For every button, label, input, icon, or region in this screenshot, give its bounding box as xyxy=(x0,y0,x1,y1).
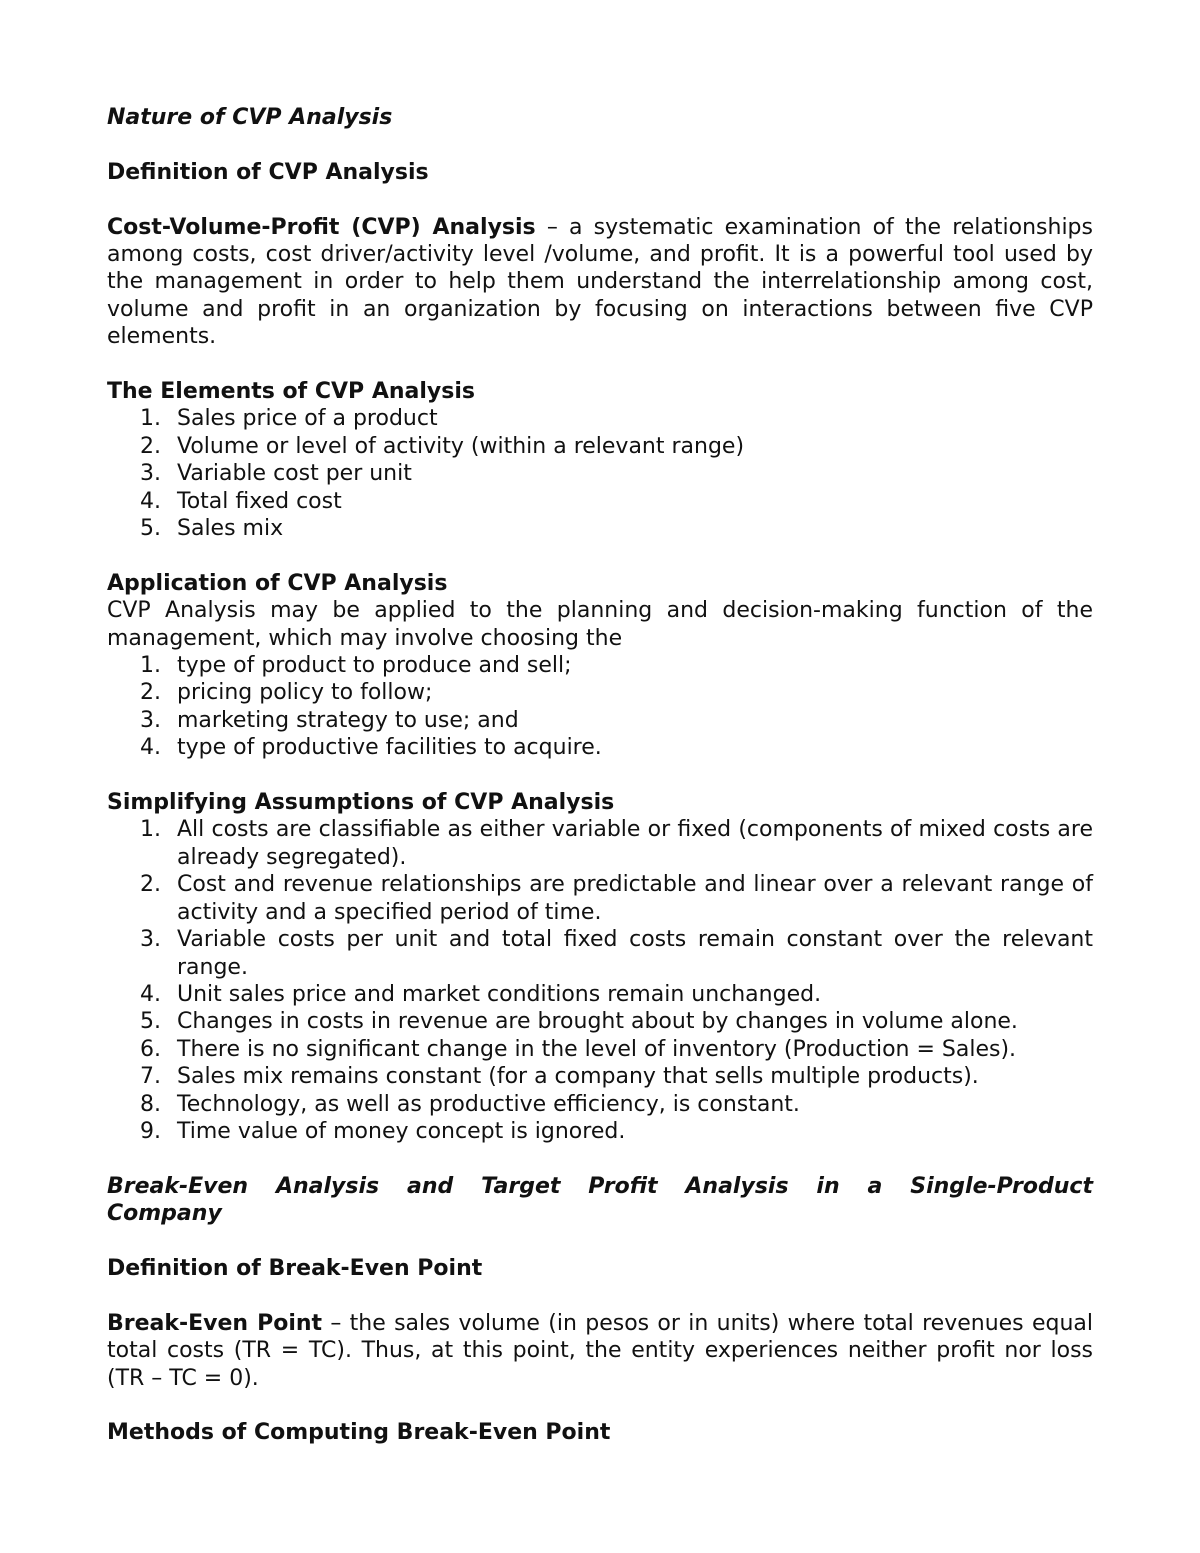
assumptions-list xyxy=(107,816,1093,1145)
term-cvp-analysis: Cost-Volume-Profit (CVP) Analysis xyxy=(107,214,536,240)
list-item xyxy=(107,926,1093,981)
list-number: 4. xyxy=(140,488,161,514)
list-item xyxy=(107,679,1093,706)
definition-text-cvp: – a systematic examination of the relationships among costs, cost driver/activity level /volume, and profit. It is a powerful tool used by the management in order to help them understand the interrelationship among cost, volume and profit in an organization by focusing on interactions between five CVP elements. xyxy=(107,214,1093,350)
document-page xyxy=(107,104,1093,1447)
list-item-text: Total fixed cost xyxy=(177,488,342,514)
list-item xyxy=(107,816,1093,871)
list-item-text: Variable cost per unit xyxy=(177,461,412,487)
spacer xyxy=(107,1228,1093,1255)
spacer xyxy=(107,542,1093,569)
application-list xyxy=(107,652,1093,762)
list-item-text: type of product to produce and sell; xyxy=(177,653,572,679)
list-item xyxy=(107,871,1093,926)
paragraph-cvp-definition xyxy=(107,214,1093,351)
heading-definition-cvp: Definition of CVP Analysis xyxy=(107,159,429,185)
list-item-text: pricing policy to follow; xyxy=(177,680,433,706)
list-item xyxy=(107,1118,1093,1145)
list-number: 1. xyxy=(140,406,161,432)
heading-application: Application of CVP Analysis xyxy=(107,570,448,596)
definition-text-breakeven: – the sales volume (in pesos or in units) where total revenues equal total costs (TR = TC). Thus, at this point, the entity experiences neither profit nor loss (TR – TC = 0). xyxy=(107,1310,1093,1391)
list-item xyxy=(107,1008,1093,1035)
spacer xyxy=(107,351,1093,378)
heading-definition-breakeven: Definition of Break-Even Point xyxy=(107,1255,483,1281)
heading-elements: The Elements of CVP Analysis xyxy=(107,379,475,405)
list-item-text: Variable costs per unit and total fixed costs remain constant over the relevant range. xyxy=(177,927,1093,980)
list-item-text: Sales mix remains constant (for a company that sells multiple products). xyxy=(177,1064,979,1090)
spacer xyxy=(107,131,1093,158)
spacer xyxy=(107,186,1093,213)
spacer xyxy=(107,1282,1093,1309)
list-item xyxy=(107,460,1093,487)
list-item xyxy=(107,1036,1093,1063)
paragraph-breakeven-definition xyxy=(107,1310,1093,1392)
spacer xyxy=(107,762,1093,789)
list-item xyxy=(107,981,1093,1008)
list-item xyxy=(107,707,1093,734)
list-item-text: There is no significant change in the level of inventory (Production = Sales). xyxy=(177,1036,1017,1062)
list-number: 6. xyxy=(140,1036,161,1062)
list-item xyxy=(107,1091,1093,1118)
list-item-text: Cost and revenue relationships are predictable and linear over a relevant range of activity and a specified period of time. xyxy=(177,872,1093,925)
list-item xyxy=(107,1063,1093,1090)
list-number: 3. xyxy=(140,707,161,733)
list-number: 2. xyxy=(140,433,161,459)
heading-methods-breakeven: Methods of Computing Break-Even Point xyxy=(107,1420,611,1446)
list-item-text: type of productive facilities to acquire. xyxy=(177,735,602,761)
list-item xyxy=(107,652,1093,679)
list-item-text: marketing strategy to use; and xyxy=(177,707,519,733)
list-number: 3. xyxy=(140,927,161,953)
list-number: 8. xyxy=(140,1091,161,1117)
section-title-nature: Nature of CVP Analysis xyxy=(107,105,393,130)
list-item-text: Sales price of a product xyxy=(177,406,438,432)
term-breakeven-point: Break-Even Point xyxy=(107,1310,323,1336)
section-title-breakeven-line1: Break-Even Analysis and Target Profit Analysis in a Single-Product xyxy=(107,1173,1093,1199)
list-item-text: Volume or level of activity (within a relevant range) xyxy=(177,433,745,459)
list-item xyxy=(107,734,1093,761)
list-number: 3. xyxy=(140,461,161,487)
list-item xyxy=(107,515,1093,542)
list-item xyxy=(107,488,1093,515)
list-number: 4. xyxy=(140,735,161,761)
spacer xyxy=(107,1392,1093,1419)
list-number: 5. xyxy=(140,1009,161,1035)
list-item-text: Unit sales price and market conditions remain unchanged. xyxy=(177,981,822,1007)
list-number: 1. xyxy=(140,817,161,843)
list-number: 4. xyxy=(140,981,161,1007)
section-title-breakeven-line2: Company xyxy=(107,1201,222,1227)
list-item xyxy=(107,433,1093,460)
elements-list xyxy=(107,405,1093,542)
list-number: 7. xyxy=(140,1064,161,1090)
list-number: 2. xyxy=(140,680,161,706)
list-item-text: Sales mix xyxy=(177,516,284,542)
paragraph-application-intro: CVP Analysis may be applied to the planning and decision-making function of the management, which may involve choosing the xyxy=(107,598,1093,651)
list-number: 1. xyxy=(140,653,161,679)
list-item-text: Changes in costs in revenue are brought about by changes in volume alone. xyxy=(177,1009,1018,1035)
spacer xyxy=(107,1145,1093,1172)
list-item xyxy=(107,405,1093,432)
list-item-text: All costs are classifiable as either variable or fixed (components of mixed costs are already segregated). xyxy=(177,817,1093,870)
list-item-text: Time value of money concept is ignored. xyxy=(177,1118,626,1144)
list-number: 9. xyxy=(140,1118,161,1144)
heading-assumptions: Simplifying Assumptions of CVP Analysis xyxy=(107,790,615,816)
list-number: 2. xyxy=(140,872,161,898)
list-number: 5. xyxy=(140,516,161,542)
list-item-text: Technology, as well as productive efficiency, is constant. xyxy=(177,1091,800,1117)
